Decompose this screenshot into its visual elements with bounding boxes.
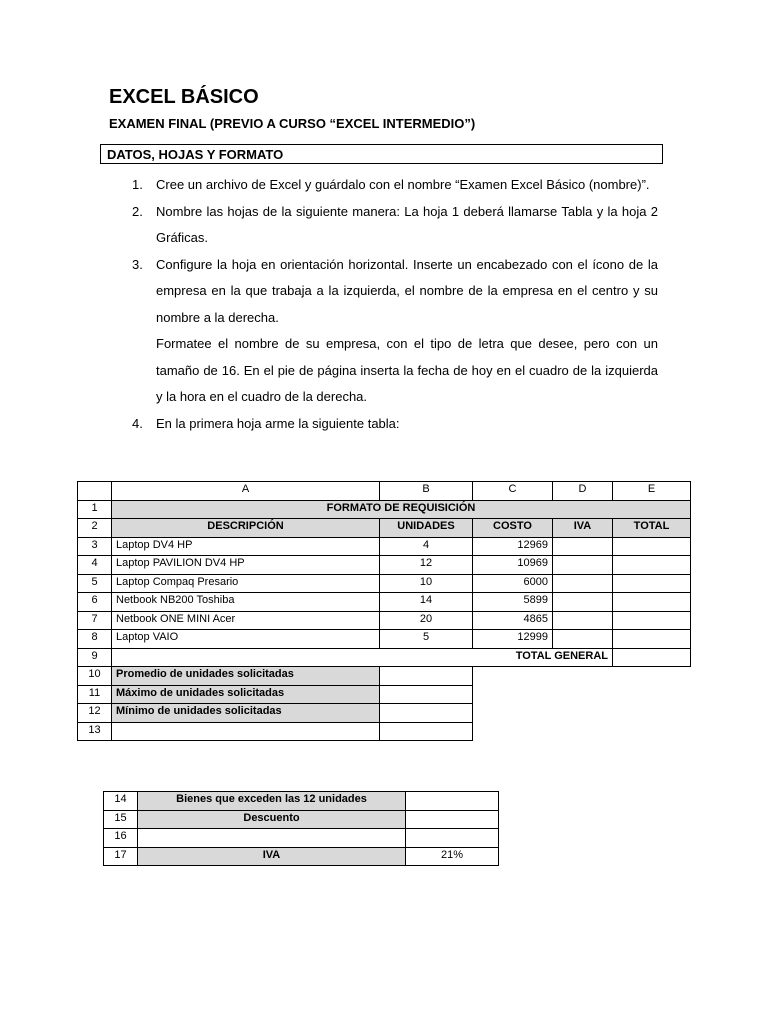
row-number: 6 — [78, 593, 112, 612]
cost-cell: 12969 — [473, 537, 553, 556]
total-cell — [613, 556, 691, 575]
empty-space — [473, 722, 691, 741]
requisition-table — [77, 481, 691, 741]
empty-space — [473, 704, 691, 723]
column-letter-row — [78, 482, 691, 501]
description-cell: Laptop PAVILION DV4 HP — [112, 556, 380, 575]
iva-cell — [553, 630, 613, 649]
stat-value-cell — [380, 667, 473, 686]
cost-cell: 6000 — [473, 574, 553, 593]
instruction-item — [132, 252, 658, 411]
total-general-cell — [613, 648, 691, 667]
stat-label: Promedio de unidades solicitadas — [112, 667, 380, 686]
table-row — [78, 500, 691, 519]
units-cell: 20 — [380, 611, 473, 630]
extra-table — [103, 791, 499, 866]
instruction-text: Nombre las hojas de la siguiente manera: La hoja 1 deberá llamarse Tabla y la hoja 2 Gráficas. — [156, 203, 658, 245]
table-row — [78, 685, 691, 704]
table-row — [78, 593, 691, 612]
table-title: FORMATO DE REQUISICIÓN — [112, 500, 691, 519]
header-cell: DESCRIPCIÓN — [112, 519, 380, 538]
instruction-number: 3. — [132, 256, 143, 272]
row-number: 17 — [104, 847, 138, 866]
header-row — [78, 519, 691, 538]
table-row — [78, 630, 691, 649]
corner-cell — [78, 482, 112, 501]
table-row — [104, 829, 499, 848]
table-row — [78, 648, 691, 667]
column-letter: D — [553, 482, 613, 501]
instruction-text: Cree un archivo de Excel y guárdalo con el nombre “Examen Excel Básico (nombre)”. — [156, 177, 650, 192]
empty-space — [473, 685, 691, 704]
instruction-list — [132, 172, 658, 437]
empty-space — [473, 667, 691, 686]
column-letter: C — [473, 482, 553, 501]
cost-cell: 12999 — [473, 630, 553, 649]
cost-cell: 4865 — [473, 611, 553, 630]
extra-label: IVA — [138, 847, 406, 866]
stat-label — [112, 722, 380, 741]
column-letter: B — [380, 482, 473, 501]
extra-label: Bienes que exceden las 12 unidades — [138, 792, 406, 811]
stat-label: Mínimo de unidades solicitadas — [112, 704, 380, 723]
instruction-text: En la primera hoja arme la siguiente tabla: — [156, 415, 400, 431]
total-cell — [613, 593, 691, 612]
table-row — [78, 611, 691, 630]
header-cell: UNIDADES — [380, 519, 473, 538]
row-number: 3 — [78, 537, 112, 556]
row-number: 10 — [78, 667, 112, 686]
stat-value-cell — [380, 704, 473, 723]
units-cell: 10 — [380, 574, 473, 593]
cost-cell: 10969 — [473, 556, 553, 575]
total-cell — [613, 611, 691, 630]
extra-label: Descuento — [138, 810, 406, 829]
iva-cell — [553, 593, 613, 612]
iva-cell — [553, 611, 613, 630]
row-number: 9 — [78, 648, 112, 667]
row-number: 7 — [78, 611, 112, 630]
table-row — [104, 847, 499, 866]
column-letter: A — [112, 482, 380, 501]
header-cell: COSTO — [473, 519, 553, 538]
total-cell — [613, 630, 691, 649]
extra-value — [406, 792, 499, 811]
stat-value-cell — [380, 722, 473, 741]
cost-cell: 5899 — [473, 593, 553, 612]
iva-cell — [553, 556, 613, 575]
instruction-extra-text: Formatee el nombre de su empresa, con el tipo de letra que desee, pero con un tamaño de 16. En el pie de página inserta la fecha de hoy en el cuadro de la izquierda y la hora en el cuadro de la derecha. — [156, 336, 658, 404]
row-number: 5 — [78, 574, 112, 593]
header-cell: TOTAL — [613, 519, 691, 538]
row-number: 12 — [78, 704, 112, 723]
document-subtitle: EXAMEN FINAL (PREVIO A CURSO “EXCEL INTERMEDIO”) — [109, 116, 476, 131]
instruction-item — [132, 172, 658, 199]
table-row — [104, 792, 499, 811]
column-letter: E — [613, 482, 691, 501]
table-row — [104, 810, 499, 829]
document-title: EXCEL BÁSICO — [109, 86, 259, 108]
units-cell: 14 — [380, 593, 473, 612]
instruction-number: 1. — [132, 177, 143, 192]
instruction-number: 2. — [132, 203, 143, 219]
header-cell: IVA — [553, 519, 613, 538]
description-cell: Laptop VAIO — [112, 630, 380, 649]
table-row — [78, 722, 691, 741]
description-cell: Netbook ONE MINI Acer — [112, 611, 380, 630]
units-cell: 4 — [380, 537, 473, 556]
table-row — [78, 556, 691, 575]
row-number: 16 — [104, 829, 138, 848]
instruction-text: Configure la hoja en orientación horizontal. Inserte un encabezado con el ícono de la empresa en la que trabaja a la izquierda, el nombre de la empresa en el centro y su nombre a la derecha. — [156, 256, 658, 325]
iva-cell — [553, 574, 613, 593]
instruction-number: 4. — [132, 415, 143, 431]
instruction-item — [132, 411, 658, 438]
row-number: 4 — [78, 556, 112, 575]
row-number: 11 — [78, 685, 112, 704]
extra-value — [406, 829, 499, 848]
extra-value: 21% — [406, 847, 499, 866]
row-number: 8 — [78, 630, 112, 649]
row-number: 15 — [104, 810, 138, 829]
units-cell: 5 — [380, 630, 473, 649]
extra-label — [138, 829, 406, 848]
description-cell: Laptop Compaq Presario — [112, 574, 380, 593]
description-cell: Netbook NB200 Toshiba — [112, 593, 380, 612]
stat-value-cell — [380, 685, 473, 704]
row-number: 13 — [78, 722, 112, 741]
iva-cell — [553, 537, 613, 556]
total-cell — [613, 537, 691, 556]
stat-label: Máximo de unidades solicitadas — [112, 685, 380, 704]
total-general-label: TOTAL GENERAL — [112, 648, 613, 667]
table-row — [78, 667, 691, 686]
section-heading: DATOS, HOJAS Y FORMATO — [100, 144, 663, 164]
instruction-item — [132, 199, 658, 252]
table-row — [78, 704, 691, 723]
total-cell — [613, 574, 691, 593]
table-row — [78, 537, 691, 556]
table-row — [78, 574, 691, 593]
extra-value — [406, 810, 499, 829]
description-cell: Laptop DV4 HP — [112, 537, 380, 556]
row-number: 1 — [78, 500, 112, 519]
units-cell: 12 — [380, 556, 473, 575]
row-number: 14 — [104, 792, 138, 811]
row-number: 2 — [78, 519, 112, 538]
